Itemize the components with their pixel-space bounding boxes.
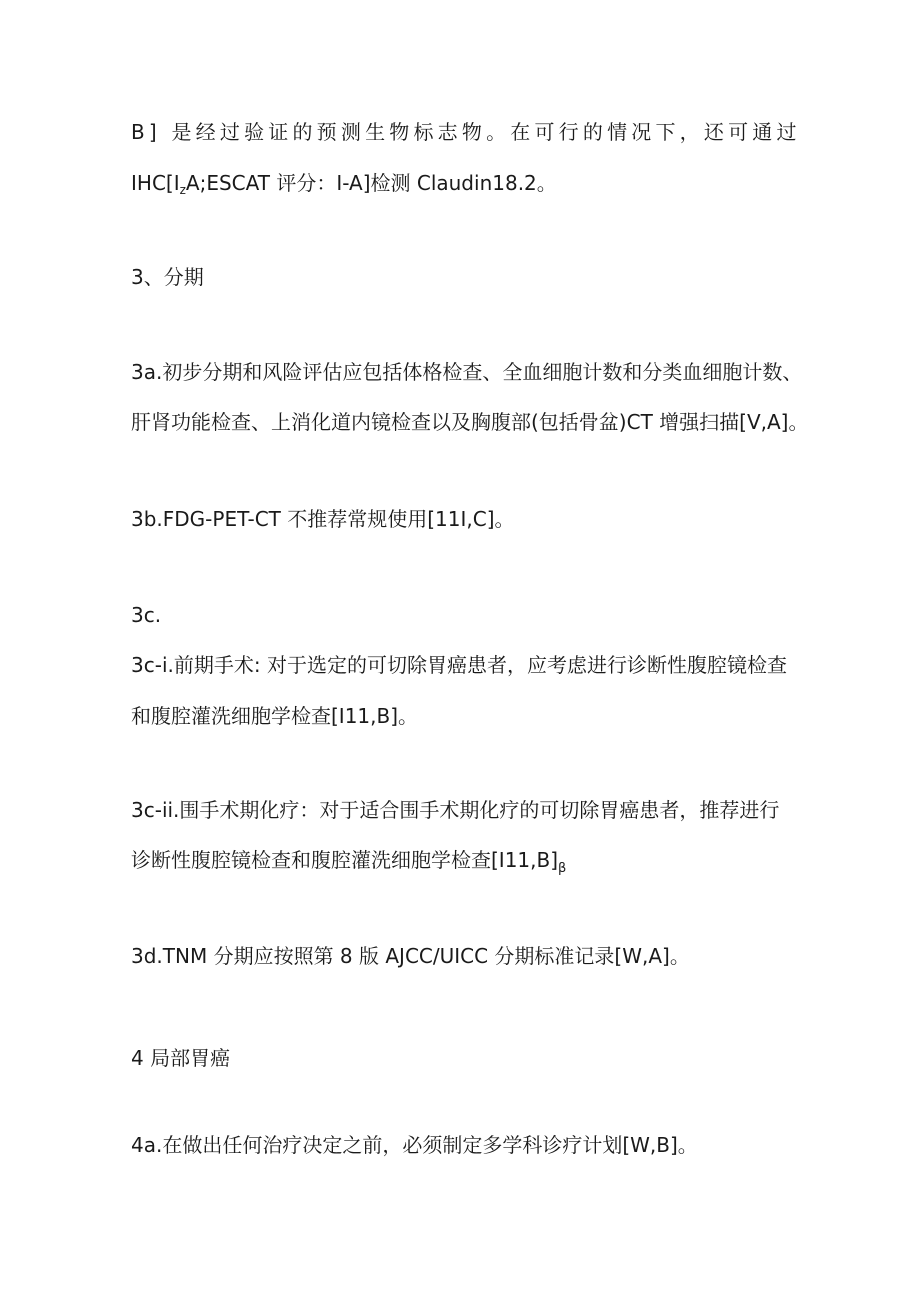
paragraph-line: 3a.初步分期和风险评估应包括体格检查、全血细胞计数和分类血细胞计数、 xyxy=(131,360,803,384)
paragraph-line: 和腹腔灌洗细胞学检查[I11,B]。 xyxy=(131,704,419,728)
paragraph-line xyxy=(131,846,566,883)
paragraph-line: 肝肾功能检查、上消化道内镜检查以及胸腹部(包括骨盆)CT 增强扫描[V,A]。 xyxy=(131,410,809,434)
paragraph-line: 3c-i.前期手术: 对于选定的可切除胃癌患者，应考虑进行诊断性腹腔镜检查 xyxy=(131,653,787,677)
paragraph-line xyxy=(131,169,557,204)
paragraph-line: 3c. xyxy=(131,603,162,627)
paragraph-line: 4a.在做出任何治疗决定之前，必须制定多学科诊疗计划[W,B]。 xyxy=(131,1133,698,1157)
subscript: z xyxy=(179,183,186,197)
text-run: IHC[I xyxy=(131,171,180,195)
paragraph-line: 3b.FDG-PET-CT 不推荐常规使用[11I,C]。 xyxy=(131,507,515,531)
text-run: 诊断性腹腔镜检查和腹腔灌洗细胞学检查[I11,B] xyxy=(131,848,559,872)
paragraph-line: 3c-ii.围手术期化疗：对于适合围手术期化疗的可切除胃癌患者，推荐进行 xyxy=(131,798,780,822)
subscript: β xyxy=(558,861,567,876)
text-run: A;ESCAT 评分：I-A]检测 Claudin18.2。 xyxy=(185,171,557,195)
paragraph-line: B] 是经过验证的预测生物标志物。在可行的情况下，还可通过 xyxy=(131,120,801,144)
section-heading: 4 局部胃癌 xyxy=(131,1046,231,1070)
paragraph-line: 3d.TNM 分期应按照第 8 版 AJCC/UICC 分期标准记录[W,A]。 xyxy=(131,944,690,968)
section-heading: 3、分期 xyxy=(131,265,204,289)
